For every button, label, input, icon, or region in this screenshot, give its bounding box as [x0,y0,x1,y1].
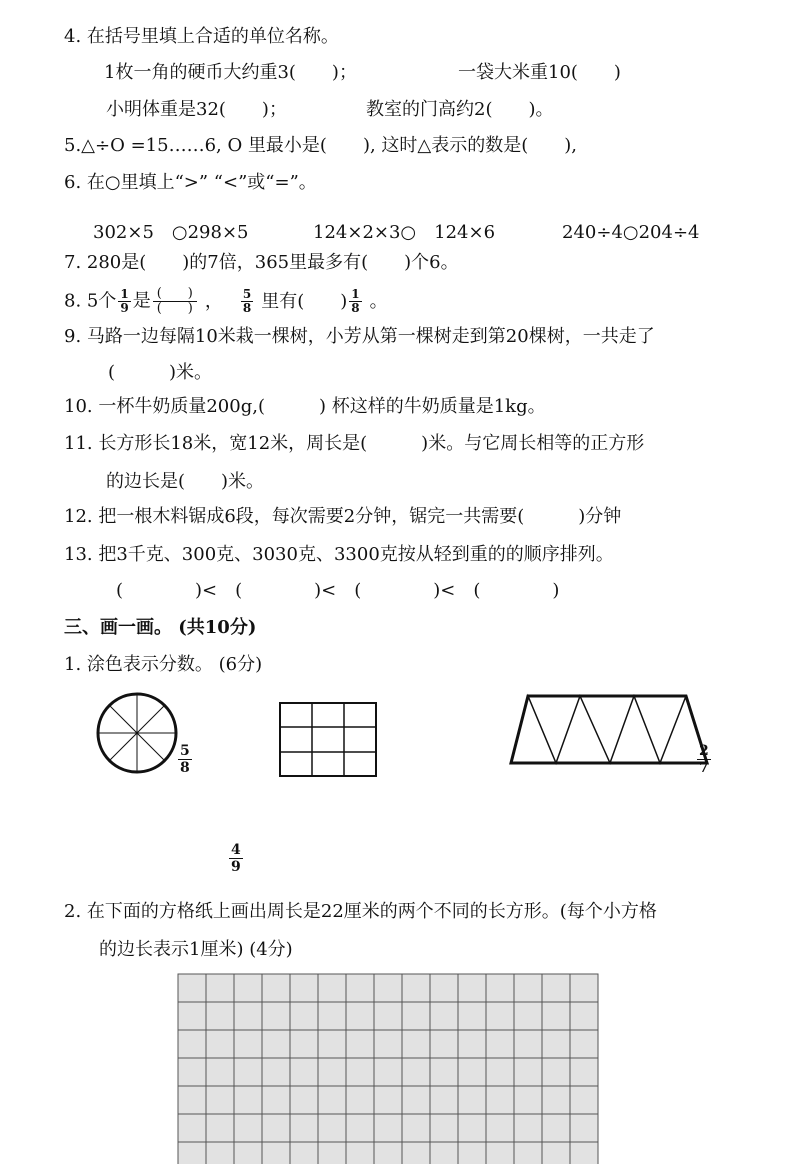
q8-fraction-five-eighths [241,288,253,315]
q8-frac2-num: 5 [242,287,252,301]
draw2-line2: 的边长表示1厘米) (4分) [99,939,293,960]
draw1-title: 1. 涂色表示分数。 (6分) [64,654,263,675]
q8-line [64,287,388,316]
q8-blank-fraction [153,287,197,316]
circle-frac-den: 8 [180,760,190,776]
grid-frac-den: 9 [231,859,241,875]
q11-line1: 11. 长方形长18米，宽12米，周长是( )米。与它周长相等的正方形 [64,433,645,454]
q4-item-rice: 一袋大米重10( ) [458,62,621,83]
q8-frac1-num: 1 [120,287,129,301]
q8-text-b: 是 [132,290,151,312]
q6-item-1: 302×5 ○298×5 [93,222,249,243]
q4-title: 4. 在括号里填上合适的单位名称。 [64,26,339,47]
q8-blank-den: ( ) [156,301,193,316]
q13-line1: 13. 把3千克、300克、3030克、3300克按从轻到重的的顺序排列。 [64,544,614,565]
q12-text: 12. 把一根木料锯成6段，每次需要2分钟，锯完一共需要( )分钟 [64,506,622,527]
q8-fraction-one-eighth [349,288,361,315]
q6-item-2: 124×2×3○ 124×6 [313,222,496,243]
q4-item-coin: 1枚一角的硬币大约重3( )； [104,62,357,83]
q13-line2: ( )< ( )< ( )< ( ) [116,580,560,601]
q4-item-weight: 小明体重是32( )； [106,99,287,120]
q5-text: 5.△÷O =15……6, O 里最小是( ), 这时△表示的数是( ), [64,135,578,156]
q8-frac3-den: 8 [351,301,360,315]
trapezoid-fraction-label [697,743,711,776]
trapezoid-sevenths-figure [508,692,710,766]
q8-frac2-den: 8 [242,301,252,315]
q6-title: 6. 在○里填上“>” “<”或“=”。 [64,172,317,193]
q8-text-e: 。 [369,290,388,312]
q8-text-c: ， [204,290,223,312]
q8-text-d: 里有( ) [261,290,348,312]
q8-fraction-one-ninth [118,288,130,315]
section-3-heading: 三、画一画。 (共10分) [64,617,257,638]
q8-text-a: 8. 5个 [64,290,117,312]
q4-item-door: 教室的门高约2( )。 [366,99,554,120]
grid-frac-num: 4 [231,842,241,858]
circle-frac-num: 5 [180,743,190,759]
q8-frac1-den: 9 [120,301,129,315]
q8-blank-num: ( ) [153,287,197,302]
q6-item-3: 240÷4○204÷4 [562,222,700,243]
trapezoid-frac-den: 7 [699,760,709,776]
grid-fraction-label [229,842,243,875]
draw2-line1: 2. 在下面的方格纸上画出周长是22厘米的两个不同的长方形。(每个小方格 [64,901,657,922]
q9-line1: 9. 马路一边每隔10米栽一棵树，小芳从第一棵树走到第20棵树，一共走了 [64,326,655,347]
q11-line2: 的边长是( )米。 [106,471,265,492]
q9-line2: ( )米。 [108,362,213,383]
square-grid-paper[interactable] [177,973,599,1164]
grid-ninths-figure [279,702,377,777]
q10-text: 10. 一杯牛奶质量200g,( ) 杯这样的牛奶质量是1kg。 [64,396,546,417]
circle-eighths-figure [95,691,179,775]
q8-frac3-num: 1 [351,287,360,301]
q7-text: 7. 280是( )的7倍，365里最多有( )个6。 [64,252,459,273]
trapezoid-frac-num: 2 [699,743,709,759]
circle-fraction-label [178,743,192,776]
